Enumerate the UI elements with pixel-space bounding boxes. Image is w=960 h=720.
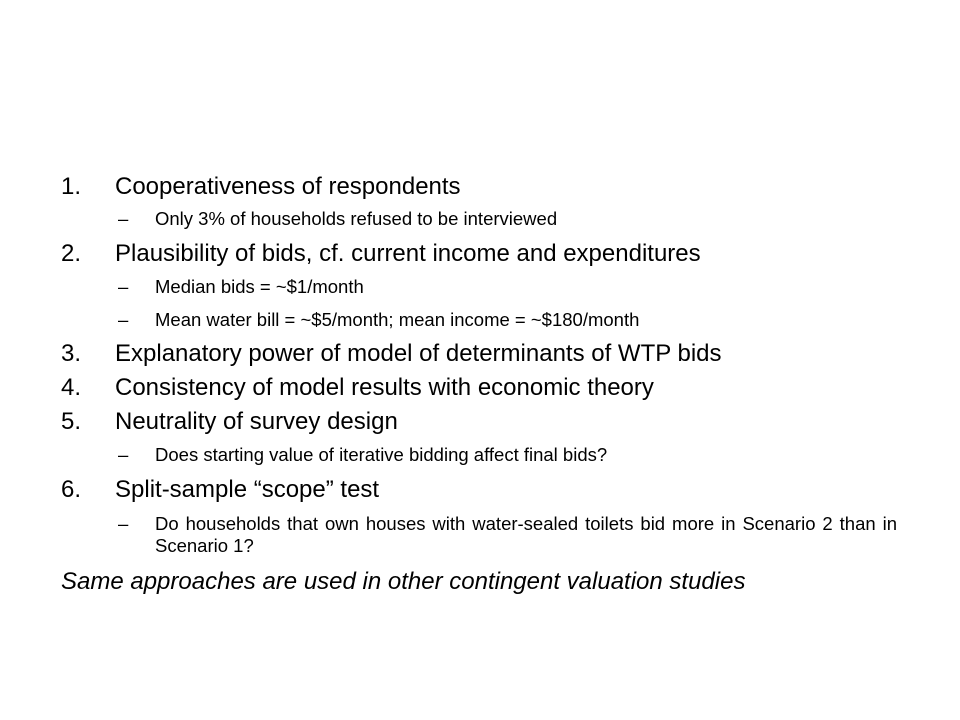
sub-item-text: Mean water bill = ~$5/month; mean income = ~$180/month [155,309,640,330]
item-number: 5. [61,408,82,435]
item-text: Split-sample “scope” test [115,476,380,503]
item-number: 1. [61,173,82,200]
dash-bullet: – [118,276,129,297]
closing-statement: Same approaches are used in other contingent valuation studies [61,568,746,595]
item-text: Plausibility of bids, cf. current income and expenditures [115,240,701,267]
item-number: 6. [61,476,82,503]
item-number: 2. [61,240,82,267]
dash-bullet: – [118,444,129,465]
dash-bullet: – [118,309,129,330]
sub-item-text: Only 3% of households refused to be interviewed [155,208,558,229]
sub-item-text: Does starting value of iterative bidding affect final bids? [155,444,608,465]
item-text: Explanatory power of model of determinants of WTP bids [115,340,722,367]
sub-item-text: Do households that own houses with water-sealed toilets bid more in Scenario 2 than in Scenario 1? [155,513,897,556]
dash-bullet: – [118,513,129,534]
item-text: Consistency of model results with economic theory [115,374,654,401]
item-number: 4. [61,374,82,401]
item-text: Neutrality of survey design [115,408,398,435]
dash-bullet: – [118,208,129,229]
sub-item-text: Median bids = ~$1/month [155,276,364,297]
item-number: 3. [61,340,82,367]
item-text: Cooperativeness of respondents [115,173,461,200]
